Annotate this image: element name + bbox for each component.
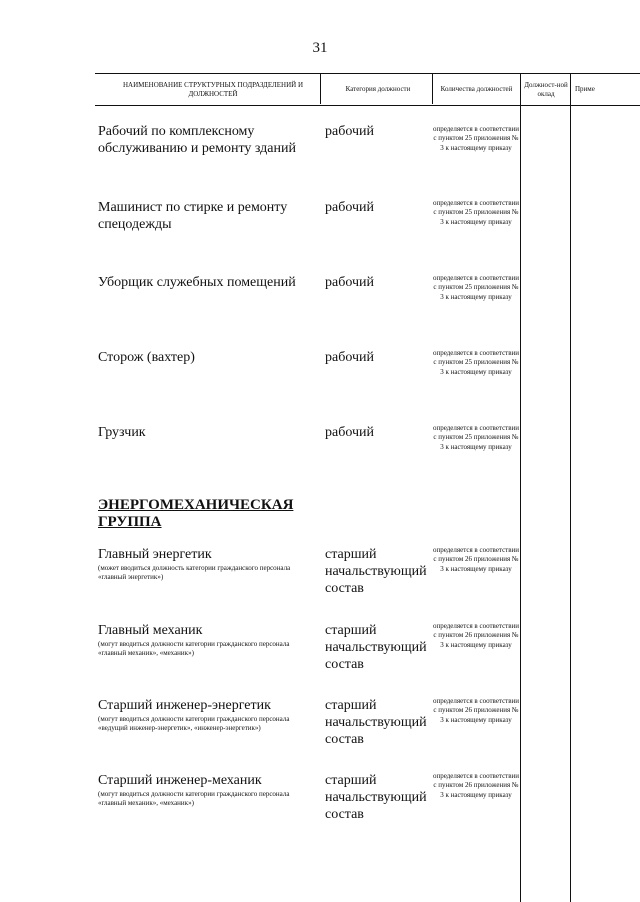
table-header [95, 73, 640, 106]
position-note: (могут вводиться должности категории гражданского персонала «ведущий инженер-энергетик», «инженер-энергетик») [98, 715, 290, 732]
position-category: рабочий [325, 124, 374, 139]
position-block [98, 697, 313, 733]
header-count: Количества должностей [440, 85, 513, 94]
section-title: ЭНЕРГОМЕХАНИЧЕСКАЯ ГРУППА [98, 497, 294, 530]
position-name: Старший инженер-механик [98, 773, 262, 788]
position-block [98, 622, 313, 658]
position-count: определяется в соответствии с пунктом 25 приложения № 3 к настоящему приказу [432, 349, 520, 376]
position-count: определяется в соответствии с пунктом 26 приложения № 3 к настоящему приказу [432, 546, 520, 573]
position-count: определяется в соответствии с пунктом 26 приложения № 3 к настоящему приказу [432, 622, 520, 649]
position-category: старший начальствующий состав [325, 698, 427, 747]
header-note: Приме [575, 85, 595, 94]
position-category: рабочий [325, 200, 374, 215]
header-salary: Должност-ной оклад [524, 80, 568, 98]
position-name: Уборщик служебных помещений [98, 275, 296, 290]
position-count: определяется в соответствии с пунктом 25 приложения № 3 к настоящему приказу [432, 199, 520, 226]
col-divider [320, 73, 321, 104]
position-count: определяется в соответствии с пунктом 26 приложения № 3 к настоящему приказу [432, 772, 520, 799]
position-count: определяется в соответствии с пунктом 25 приложения № 3 к настоящему приказу [432, 424, 520, 451]
position-note: (могут вводиться должности категории гражданского персонала «главный механик», «механик») [98, 790, 290, 807]
position-name: Сторож (вахтер) [98, 350, 195, 365]
position-name: Рабочий по комплексному обслуживанию и ремонту зданий [98, 124, 296, 156]
col-divider [520, 73, 521, 902]
position-note: (могут вводиться должности категории гражданского персонала «главный механик», «механик») [98, 640, 290, 657]
position-name: Главный механик [98, 623, 203, 638]
col-divider [432, 73, 433, 104]
position-name: Главный энергетик [98, 547, 212, 562]
col-divider [570, 73, 571, 902]
position-category: рабочий [325, 350, 374, 365]
header-category: Категория должности [345, 85, 411, 94]
position-count: определяется в соответствии с пунктом 25 приложения № 3 к настоящему приказу [432, 274, 520, 301]
position-block [98, 772, 313, 808]
header-name: НАИМЕНОВАНИЕ СТРУКТУРНЫХ ПОДРАЗДЕЛЕНИЙ И ДОЛЖНОСТЕЙ [122, 80, 304, 98]
position-count: определяется в соответствии с пунктом 26 приложения № 3 к настоящему приказу [432, 697, 520, 724]
position-category: старший начальствующий состав [325, 623, 427, 672]
position-category: рабочий [325, 275, 374, 290]
position-name: Машинист по стирке и ремонту спецодежды [98, 200, 288, 232]
page-number: 31 [312, 40, 328, 56]
position-category: старший начальствующий состав [325, 773, 427, 822]
position-name: Грузчик [98, 425, 146, 440]
position-name: Старший инженер-энергетик [98, 698, 271, 713]
position-category: рабочий [325, 425, 374, 440]
position-count: определяется в соответствии с пунктом 25 приложения № 3 к настоящему приказу [432, 125, 520, 152]
position-block [98, 546, 313, 582]
position-note: (может вводиться должность категории гражданского персонала «главный энергетик») [98, 564, 291, 581]
position-category: старший начальствующий состав [325, 547, 427, 596]
